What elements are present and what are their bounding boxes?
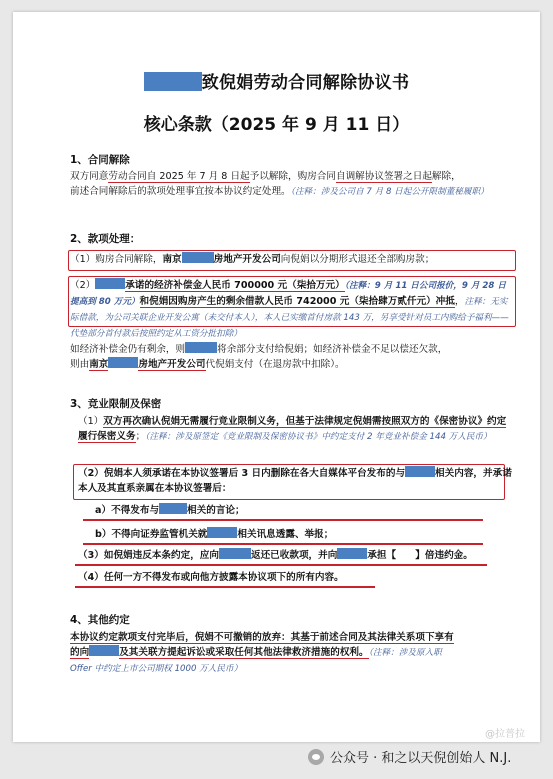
s3-i1-b: 双方再次确认倪娟无需履行竞业限制义务，但基于法律规定倪娟需按照双方的《保密协议》约定履行保密义务 <box>78 416 507 442</box>
s2-i1-d: 向倪娟以分期形式退还全部购房款； <box>280 254 435 265</box>
section-3-item-4: （4）任何一方不得发布或向他方披露本协议项下的所有内容。 <box>78 572 344 583</box>
section-1-heading: 1、合同解除 <box>70 154 130 166</box>
section-3-item-b <box>95 527 495 542</box>
document-page <box>13 12 540 742</box>
watermark: @拉普拉 <box>485 729 525 740</box>
wechat-icon <box>308 749 324 765</box>
redaction-block <box>182 252 214 263</box>
s4-p2-a: 的向 <box>70 647 90 658</box>
s4-p2-b: 及其关联方提起诉讼或采取任何其他法律救济措施的权利。 <box>119 647 369 658</box>
redaction-block <box>159 503 187 514</box>
s1-text-a: 双方同意 <box>70 171 109 182</box>
s2-i2-note1: （注释：9 月 11 日公司报价，9 月 28 日提高到 80 万元） <box>70 281 506 307</box>
s1-highlight-date: 劳动合同自 2025 年 7 月 8 日起 <box>108 171 250 182</box>
redaction-block <box>95 278 125 289</box>
s2-i2-b: 承诺的经济补偿金人民币 700000 元（柒拾万元） <box>125 280 345 291</box>
s1-text-2: 前述合同解除后的款项处理事宜按本协议约定处理。 <box>70 186 291 197</box>
underline-mark <box>75 564 487 566</box>
s2-i1-c: 房地产开发公司 <box>213 254 281 265</box>
redaction-block <box>405 466 435 477</box>
footer-text: 公众号 · 和之以天倪创始人 N.J. <box>330 751 512 766</box>
s2-i2-note2: 注释：无实际借款，为公司关联企业开发公寓（未交付本人），本人已实缴首付房款 143 万，另享受针对员工内购给予福利——代垫部分首付款后按照约定从工资分批扣除） <box>70 297 509 339</box>
s2-i1-b: 南京 <box>162 254 182 265</box>
section-4-paragraph <box>70 630 514 677</box>
section-1-paragraph <box>70 169 514 200</box>
document-subtitle: 核心条款（2025 年 9 月 11 日） <box>143 115 410 135</box>
s3-ib-a: b）不得向证券监管机关就 <box>95 529 208 540</box>
underline-mark <box>83 543 483 545</box>
s4-p1: 本协议约定款项支付完毕后，倪娟不可撤销的放弃：其基于前述合同及其法律关系项下享有 <box>70 632 454 643</box>
section-3-item-1 <box>78 414 514 445</box>
s2-i1-a: （1）购房合同解除， <box>70 254 163 265</box>
s2-i3-c: 则由 <box>70 359 90 370</box>
section-2-item-2 <box>70 278 514 342</box>
s2-i3-d: 南京 <box>89 359 109 370</box>
redaction-block <box>185 342 217 353</box>
document-title <box>13 68 540 93</box>
s2-i3-b: 将余部分支付给倪娟；如经济补偿金不足以偿还欠款， <box>217 344 448 355</box>
s2-i3-f: 代倪娟支付（在退房款中扣除）。 <box>205 359 345 370</box>
redaction-block <box>108 357 138 368</box>
section-3-item-2 <box>78 466 514 496</box>
s1-text-e: 解除， <box>431 171 461 182</box>
underline-mark <box>83 519 483 521</box>
redaction-block <box>207 527 237 538</box>
section-3-item-a <box>95 503 495 518</box>
redaction-block <box>144 72 202 91</box>
s3-ia-a: a）不得发布与 <box>95 505 160 516</box>
s3-ia-b: 相关的言论； <box>187 505 245 516</box>
s3-i2-a: （2） <box>78 468 104 479</box>
s3-ib-b: 相关讯息透露、举报； <box>237 529 334 540</box>
s3-i1-note: （注释：涉及原签定《竞业限制及保密协议书》中约定支付 2 年竞业补偿金 144 万人民币） <box>145 432 492 442</box>
s3-i3-c: 承担【 】倍违约金。 <box>367 550 473 561</box>
s3-i1-a: （1） <box>78 416 104 427</box>
underline-mark <box>75 586 375 588</box>
s3-i2-c: 相关内容，并承诺本人及其直系亲属在本协议签署后： <box>78 468 512 494</box>
redaction-block <box>89 645 119 656</box>
s3-i3-a: （3）如倪娟违反本条约定，应向 <box>78 550 219 561</box>
s2-i3-a: 如经济补偿金仍有剩余，则 <box>70 344 186 355</box>
s4-note-b: Offer 中约定上市公司期权 1000 万人民币） <box>70 664 243 674</box>
s2-i2-c: 和倪娟因购房产生的剩余借款人民币 742000 元（柒拾肆万贰仟元）冲抵 <box>139 296 455 307</box>
section-2-item-3 <box>70 342 514 372</box>
s1-text-c: 予以解除，购房合同 <box>249 171 336 182</box>
s2-i2-d: ， <box>454 296 465 307</box>
s3-i1-c: ； <box>135 431 146 442</box>
section-2-item-1 <box>70 252 514 267</box>
s2-i3-e: 房地产开发公司 <box>138 359 206 370</box>
section-2-heading: 2、款项处理： <box>70 233 141 245</box>
s3-i3-b: 返还已收款项，并向 <box>251 550 338 561</box>
section-3-heading: 3、竞业限制及保密 <box>70 398 162 410</box>
redaction-block <box>219 548 251 559</box>
section-4-heading: 4、其他约定 <box>70 614 130 626</box>
s1-highlight-signing: 自调解协议签署之日起 <box>335 171 432 182</box>
footer-attribution <box>308 747 511 766</box>
s3-i2-b: 倪娟本人须承诺在本协议签署后 3 日内删除在各大自媒体平台发布的与 <box>103 468 406 479</box>
section-3-item-3 <box>78 548 514 563</box>
s4-note-a: （注释：涉及原入职 <box>368 648 442 658</box>
title-text: 致倪娟劳动合同解除协议书 <box>201 73 410 93</box>
s2-i2-a: （2） <box>70 280 96 291</box>
redaction-block <box>337 548 367 559</box>
s1-note: （注释：涉及公司自 7 月 8 日起公开限制董秘履职） <box>290 187 489 197</box>
